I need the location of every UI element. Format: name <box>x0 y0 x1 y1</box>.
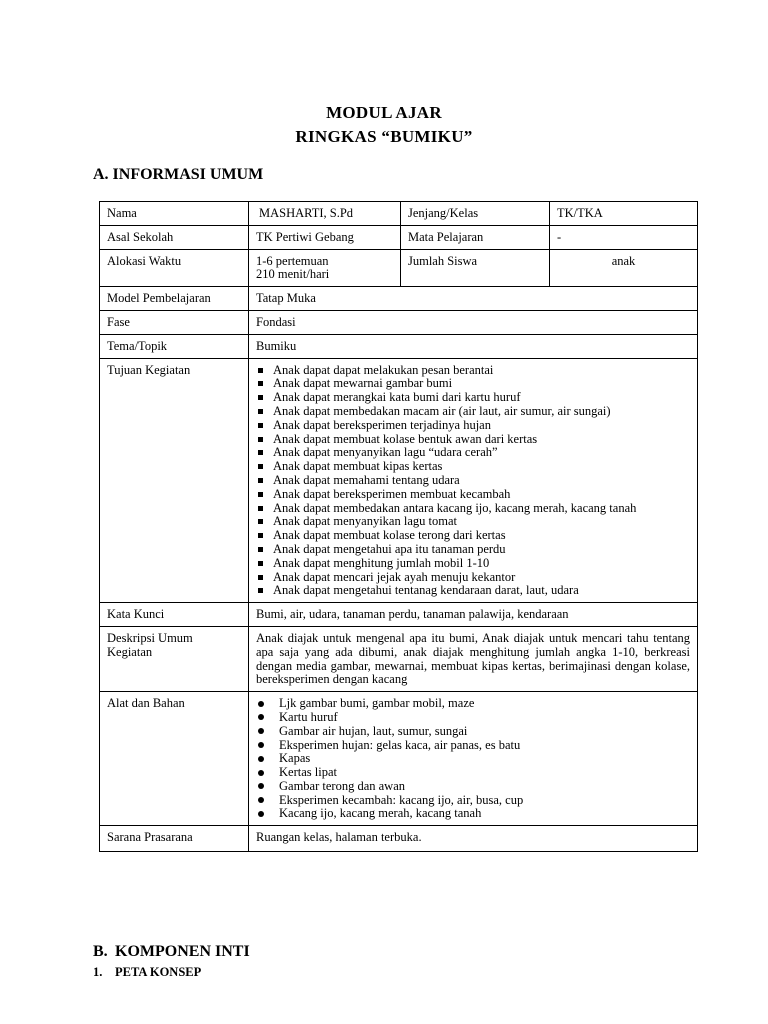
alat-list <box>256 697 690 821</box>
info-table <box>99 201 698 852</box>
asal-value: TK Pertiwi Gebang <box>249 225 401 249</box>
subsection-number: 1. <box>93 965 103 979</box>
list-item: Anak dapat membedakan macam air (air laut, air sumur, air sungai) <box>256 405 690 419</box>
table-row <box>100 202 698 226</box>
tema-value: Bumiku <box>249 334 698 358</box>
nama-value: MASHARTI, S.Pd <box>249 202 401 226</box>
list-item: Anak dapat bereksperimen terjadinya hujan <box>256 419 690 433</box>
list-item: Kartu huruf <box>256 711 690 725</box>
list-item: Gambar terong dan awan <box>256 780 690 794</box>
deskripsi-label <box>100 626 249 691</box>
kata-value: Bumi, air, udara, tanaman perdu, tanaman palawija, kendaraan <box>249 603 698 627</box>
list-item: Anak dapat mewarnai gambar bumi <box>256 377 690 391</box>
subsection-heading <box>93 965 201 980</box>
document-title: MODUL AJAR <box>326 103 442 122</box>
list-item: Anak dapat mengetahui tentanag kendaraan darat, laut, udara <box>256 584 690 598</box>
list-item: Gambar air hujan, laut, sumur, sungai <box>256 725 690 739</box>
table-row <box>100 603 698 627</box>
list-item: Anak dapat membedakan antara kacang ijo, kacang merah, kacang tanah <box>256 502 690 516</box>
table-row <box>100 225 698 249</box>
alokasi-line2: 210 menit/hari <box>256 267 330 282</box>
model-value: Tatap Muka <box>249 287 698 311</box>
list-item: Ljk gambar bumi, gambar mobil, maze <box>256 697 690 711</box>
deskripsi-label-line1: Deskripsi Umum <box>107 630 193 645</box>
model-label: Model Pembelajaran <box>100 287 249 311</box>
list-item: Kacang ijo, kacang merah, kacang tanah <box>256 807 690 821</box>
list-item: Kapas <box>256 752 690 766</box>
list-item: Anak dapat membuat kipas kertas <box>256 460 690 474</box>
list-item: Anak dapat bereksperimen membuat kecambah <box>256 488 690 502</box>
table-row <box>100 692 698 826</box>
alat-label: Alat dan Bahan <box>100 692 249 826</box>
table-row <box>100 310 698 334</box>
table-row <box>100 358 698 603</box>
list-item: Eksperimen hujan: gelas kaca, air panas, es batu <box>256 739 690 753</box>
tujuan-label: Tujuan Kegiatan <box>100 358 249 603</box>
alokasi-line1: 1-6 pertemuan <box>256 253 329 268</box>
alokasi-label: Alokasi Waktu <box>100 249 249 287</box>
list-item: Anak dapat menghitung jumlah mobil 1-10 <box>256 557 690 571</box>
list-item: Eksperimen kecambah: kacang ijo, air, busa, cup <box>256 794 690 808</box>
mapel-value: - <box>550 225 698 249</box>
deskripsi-value: Anak diajak untuk mengenal apa itu bumi, Anak diajak untuk mencari tahu tentang apa saja yang ada dibumi, anak diajak menghitung jumlah angka 1-10, berkreasi dengan media gambar, mewarnai, membuat kipas kertas, berimajinasi dengan kolase, bereksperimen dengan kacang <box>249 626 698 691</box>
list-item: Anak dapat mengetahui apa itu tanaman perdu <box>256 543 690 557</box>
list-item: Anak dapat menyanyikan lagu “udara cerah” <box>256 446 690 460</box>
section-b-title: KOMPONEN INTI <box>115 943 250 960</box>
table-row <box>100 287 698 311</box>
tema-label: Tema/Topik <box>100 334 249 358</box>
table-row <box>100 626 698 691</box>
list-item: Anak dapat menyanyikan lagu tomat <box>256 515 690 529</box>
alat-cell <box>249 692 698 826</box>
list-item: Anak dapat membuat kolase bentuk awan dari kertas <box>256 433 690 447</box>
tujuan-cell <box>249 358 698 603</box>
list-item: Anak dapat membuat kolase terong dari kertas <box>256 529 690 543</box>
jenjang-label: Jenjang/Kelas <box>401 202 550 226</box>
jenjang-value: TK/TKA <box>550 202 698 226</box>
list-item: Kertas lipat <box>256 766 690 780</box>
jumlah-label: Jumlah Siswa <box>401 249 550 287</box>
section-a-heading: A. INFORMASI UMUM <box>93 166 264 183</box>
deskripsi-label-line2: Kegiatan <box>107 644 153 659</box>
table-row <box>100 249 698 287</box>
jumlah-value: anak <box>550 249 698 287</box>
table-row <box>100 334 698 358</box>
tujuan-list <box>256 364 690 599</box>
document-subtitle: RINGKAS “BUMIKU” <box>295 127 473 146</box>
list-item: Anak dapat mencari jejak ayah menuju kekantor <box>256 571 690 585</box>
mapel-label: Mata Pelajaran <box>401 225 550 249</box>
sarana-label: Sarana Prasarana <box>100 826 249 852</box>
kata-label: Kata Kunci <box>100 603 249 627</box>
fase-value: Fondasi <box>249 310 698 334</box>
nama-label: Nama <box>100 202 249 226</box>
list-item: Anak dapat memahami tentang udara <box>256 474 690 488</box>
alokasi-value <box>249 249 401 287</box>
list-item: Anak dapat merangkai kata bumi dari kartu huruf <box>256 391 690 405</box>
section-b-number: B. <box>93 943 108 960</box>
list-item: Anak dapat dapat melakukan pesan berantai <box>256 364 690 378</box>
fase-label: Fase <box>100 310 249 334</box>
sarana-value: Ruangan kelas, halaman terbuka. <box>249 826 698 852</box>
table-row <box>100 826 698 852</box>
asal-label: Asal Sekolah <box>100 225 249 249</box>
subsection-title: PETA KONSEP <box>115 965 202 979</box>
section-b-heading <box>93 943 250 961</box>
